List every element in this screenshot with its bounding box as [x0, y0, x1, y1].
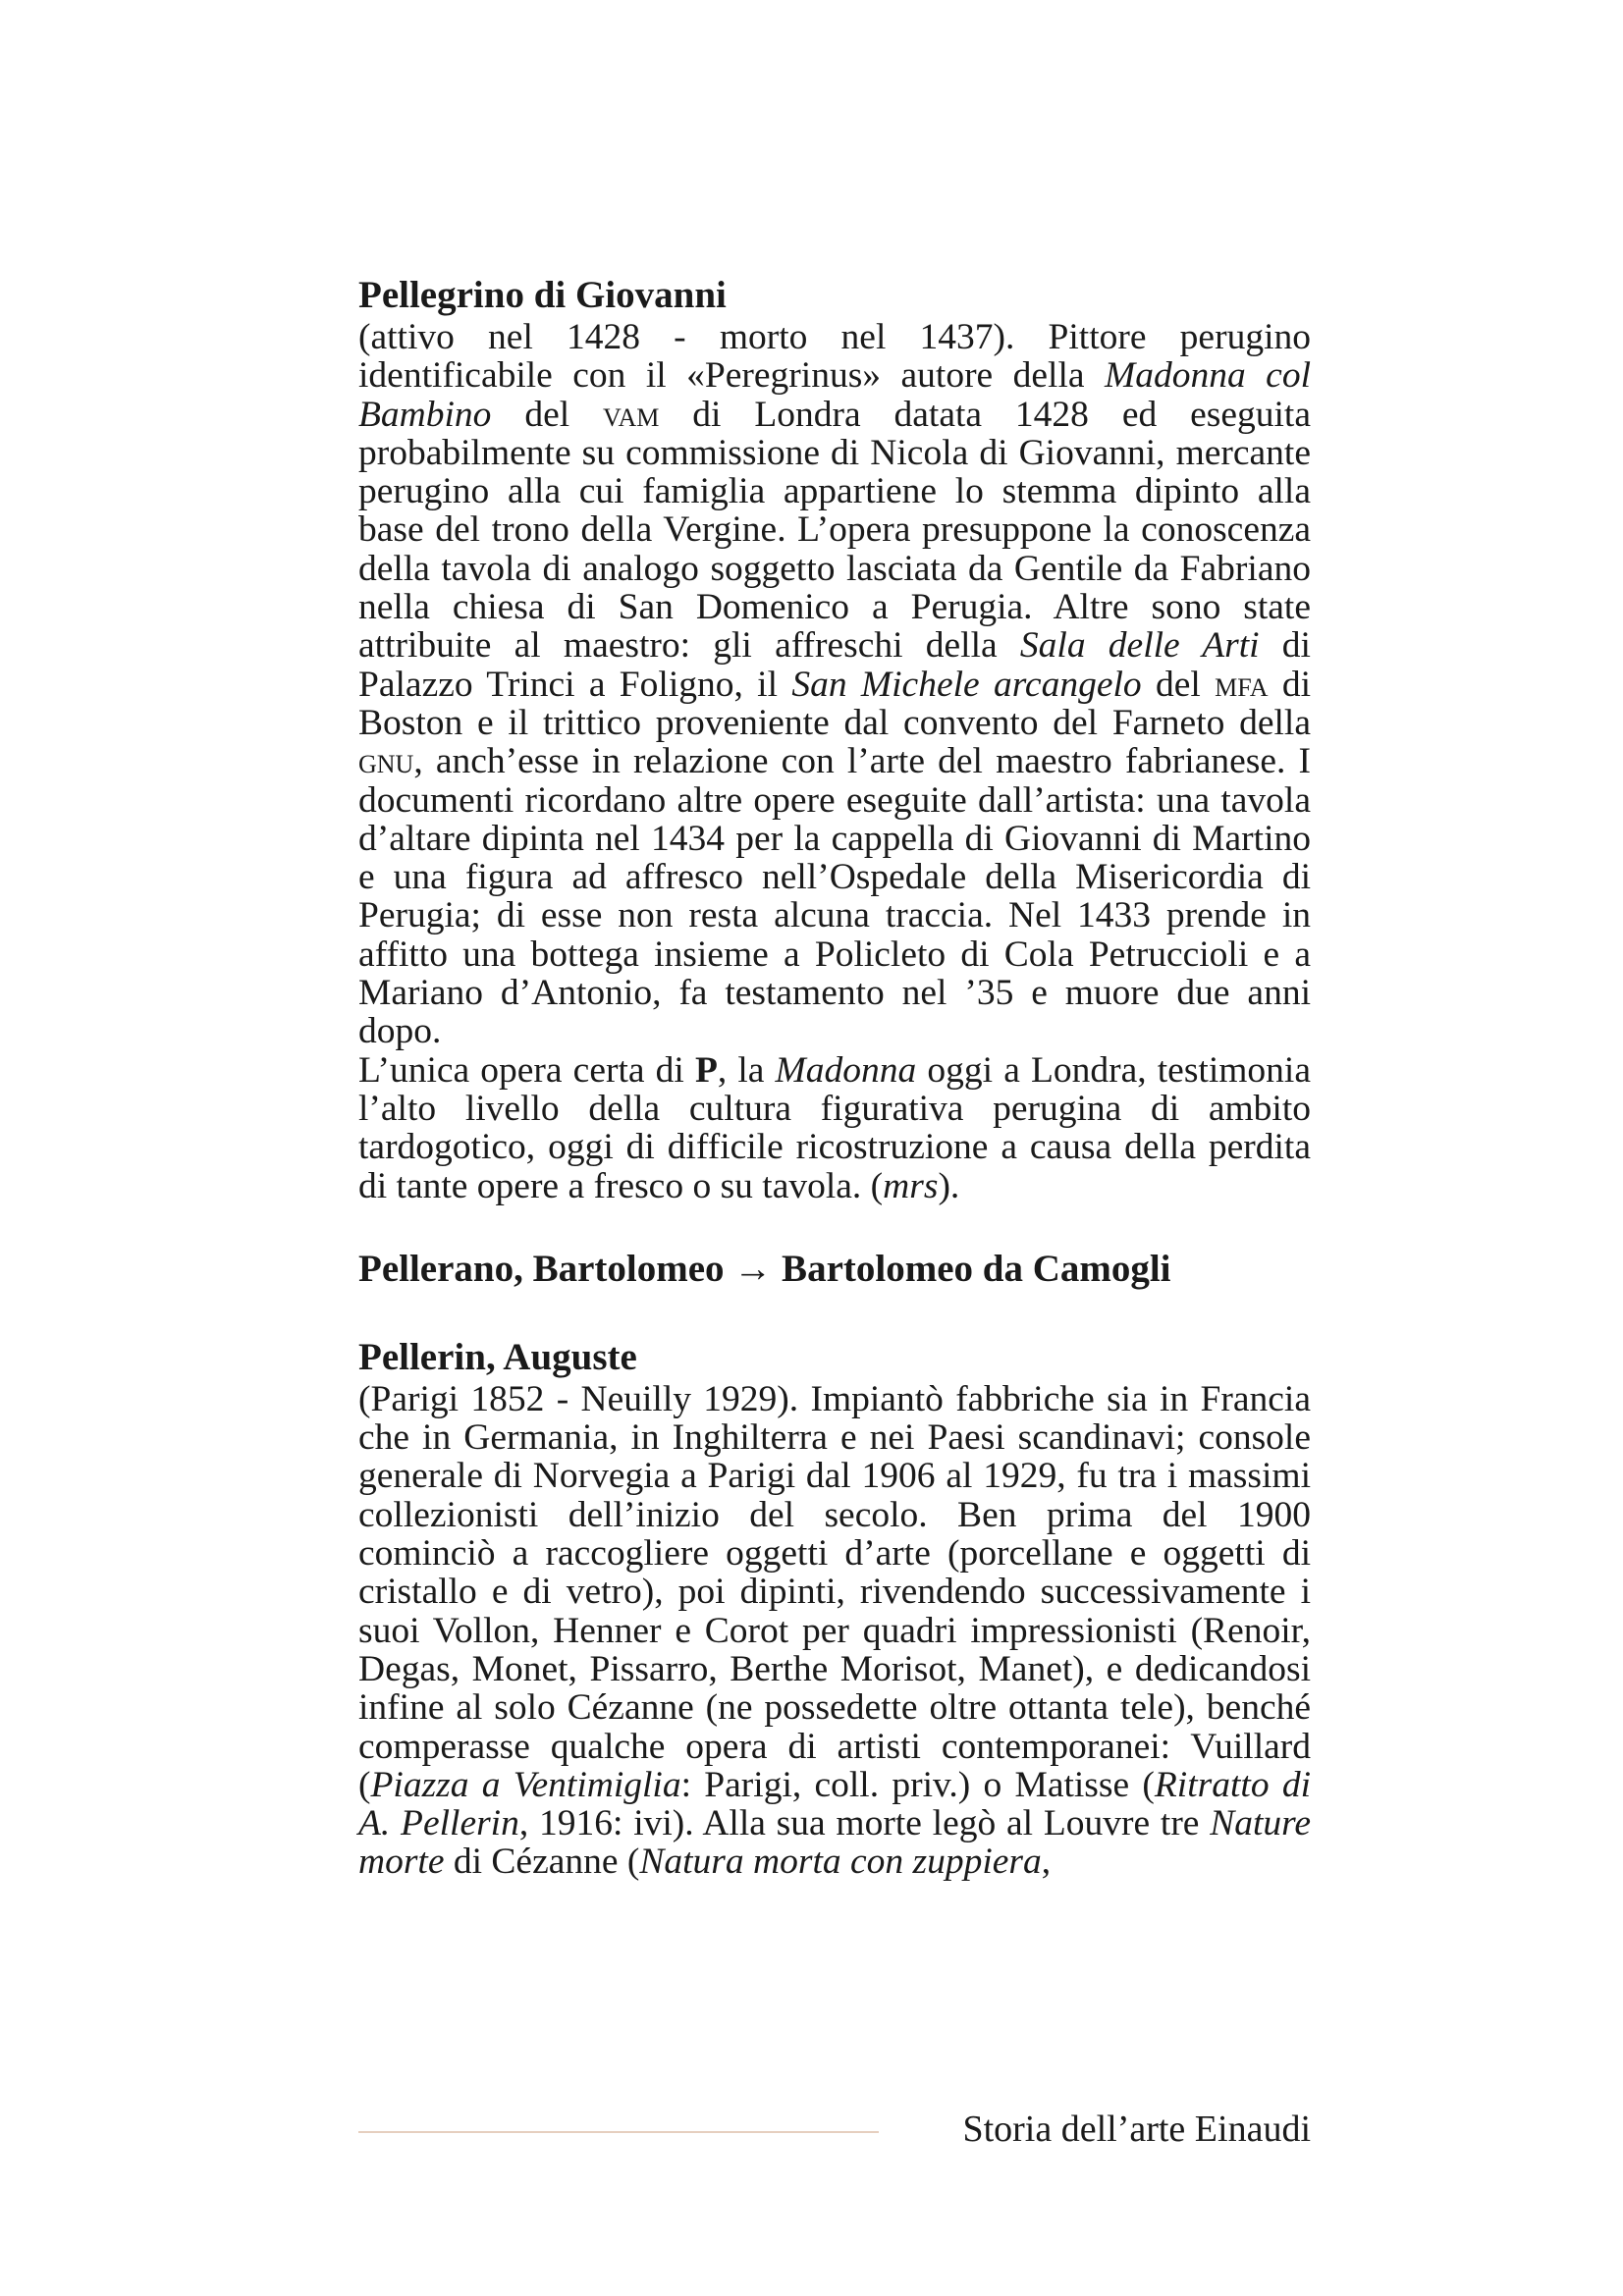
entry-paragraph [358, 318, 1311, 1051]
abbreviation: vam [603, 394, 660, 435]
entry-pellerano [358, 1247, 1311, 1292]
text-run: , la [717, 1049, 776, 1091]
text-run: di Palazzo Trinci a Foligno, il [358, 625, 1311, 705]
abbreviation: mfa [1215, 664, 1269, 705]
entry-paragraph [358, 1380, 1311, 1882]
bold-abbrev: P [694, 1049, 718, 1091]
text-run: di Cézanne ( [444, 1842, 640, 1883]
italic-title: Madonna col Bambino [358, 355, 1311, 435]
entry-title: Pellerin, Auguste [358, 1335, 637, 1378]
text-run: , anch’esse in relazione con l’arte del maestro fabrianese. I documenti ricordano altre opere eseguite dall’artista: una tavola d’altare dipinta nel 1434 per la cappella di Giovanni di Martino e una figura ad affresco nell’Ospedale della Misericordia di Perugia; di esse non resta alcuna traccia. Nel 1433 prende in affitto una bottega insieme a Policleto di Cola Petruccioli e a Mariano d’Antonio, fa testamento nel ’35 e muore due anni dopo. [358, 741, 1311, 1052]
text-run: : Parigi, coll. priv.) o Matisse ( [680, 1764, 1155, 1805]
text-run: , 1916: ivi). Alla sua morte legò al Louvre tre [518, 1803, 1211, 1844]
footer-publisher: Storia dell’arte Einaudi [962, 2109, 1311, 2150]
entry-paragraph [358, 1051, 1311, 1205]
italic-title: San Michele arcangelo [791, 664, 1142, 705]
text-run: L’unica opera certa di [358, 1049, 695, 1091]
abbreviation: gnu [358, 741, 414, 782]
italic-title: Natura morta con zuppiera [639, 1842, 1042, 1883]
text-run: del [491, 394, 604, 435]
entry-title: Pellerano, Bartolomeo → Bartolomeo da Camogli [358, 1247, 1171, 1290]
entry-pellerin [358, 1335, 1311, 1882]
italic-title: Nature morte [358, 1803, 1311, 1883]
text-run: ). [938, 1165, 960, 1206]
italic-title: Madonna [775, 1049, 917, 1091]
entry-pellegrino [358, 273, 1311, 1205]
italic-title: Ritratto di A. Pellerin [358, 1764, 1311, 1844]
page-body [358, 273, 1311, 1882]
text-run: di Londra datata 1428 ed eseguita probabilmente su commissione di Nicola di Giovanni, mercante perugino alla cui famiglia appartiene lo stemma dipinto alla base del trono della Vergine. L’opera presuppone la conoscenza della tavola di analogo soggetto lasciata da Gentile da Fabriano nella chiesa di San Domenico a Perugia. Altre sono state attribuite al maestro: gli affreschi della [358, 394, 1311, 667]
entry-title: Pellegrino di Giovanni [358, 274, 727, 316]
page-footer [358, 2107, 1311, 2156]
text-run: , [1041, 1842, 1052, 1883]
text-run: del [1141, 664, 1216, 705]
text-run: oggi a Londra, testimonia l’alto livello della cultura figurativa perugina di ambito tardogotico, oggi di difficile ricostruzione a causa della perdita di tante opere a fresco o su tavola. ( [358, 1049, 1311, 1206]
text-run: (attivo nel 1428 - morto nel 1437). Pittore perugino identificabile con il «Peregrinus» autore della [358, 317, 1311, 397]
italic-title: Sala delle Arti [1019, 625, 1260, 667]
text-run: di Boston e il trittico proveniente dal convento del Farneto della [358, 664, 1311, 743]
italic-title: mrs [883, 1165, 939, 1206]
text-run: (Parigi 1852 - Neuilly 1929). Impiantò fabbriche sia in Francia che in Germania, in Inghilterra e nei Paesi scandinavi; console generale di Norvegia a Parigi dal 1906 al 1929, fu tra i massimi collezionisti dell’inizio del secolo. Ben prima del 1900 cominciò a raccogliere oggetti d’arte (porcellane e oggetti di cristallo e di vetro), poi dipinti, rivendendo successivamente i suoi Vollon, Henner e Corot per quadri impressionisti (Renoir, Degas, Monet, Pissarro, Berthe Morisot, Manet), e dedicandosi infine al solo Cézanne (ne possedette oltre ottanta tele), benché comperasse qualche opera di artisti contemporanei: Vuillard ( [358, 1378, 1311, 1805]
footer-rule [358, 2131, 879, 2133]
italic-title: Piazza a Ventimiglia [370, 1764, 681, 1805]
